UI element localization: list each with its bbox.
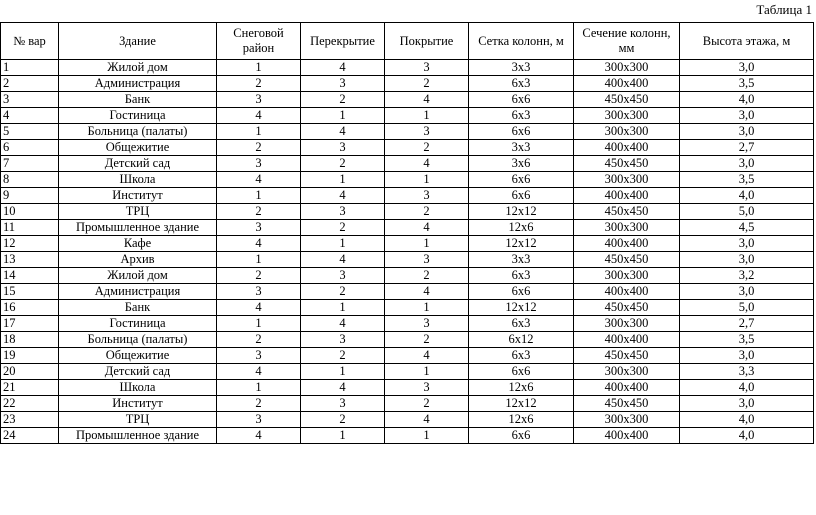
cell-building: Кафе xyxy=(59,236,217,252)
cell-floor-height: 4,0 xyxy=(680,188,814,204)
cell-roof-covering: 4 xyxy=(385,92,469,108)
cell-variant-number: 8 xyxy=(1,172,59,188)
cell-snow-region: 1 xyxy=(217,124,301,140)
cell-roof-covering: 1 xyxy=(385,108,469,124)
table-row xyxy=(1,172,814,188)
cell-snow-region: 2 xyxy=(217,268,301,284)
table-row xyxy=(1,188,814,204)
cell-variant-number: 2 xyxy=(1,76,59,92)
cell-variant-number: 19 xyxy=(1,348,59,364)
cell-snow-region: 4 xyxy=(217,108,301,124)
cell-column-section: 400х400 xyxy=(574,76,680,92)
cell-building: Администрация xyxy=(59,284,217,300)
cell-floor-slab: 4 xyxy=(301,188,385,204)
cell-roof-covering: 1 xyxy=(385,236,469,252)
table-row xyxy=(1,428,814,444)
cell-floor-height: 2,7 xyxy=(680,316,814,332)
table-row xyxy=(1,60,814,76)
cell-variant-number: 14 xyxy=(1,268,59,284)
cell-floor-slab: 2 xyxy=(301,412,385,428)
cell-column-section: 300х300 xyxy=(574,220,680,236)
cell-variant-number: 6 xyxy=(1,140,59,156)
cell-column-grid: 6х6 xyxy=(469,428,574,444)
cell-roof-covering: 4 xyxy=(385,220,469,236)
cell-floor-slab: 1 xyxy=(301,364,385,380)
cell-column-grid: 12х12 xyxy=(469,236,574,252)
cell-floor-slab: 1 xyxy=(301,428,385,444)
cell-column-grid: 6х6 xyxy=(469,172,574,188)
cell-roof-covering: 2 xyxy=(385,332,469,348)
cell-roof-covering: 1 xyxy=(385,364,469,380)
header-column-grid: Сетка колонн, м xyxy=(469,23,574,60)
cell-floor-height: 4,0 xyxy=(680,92,814,108)
cell-variant-number: 20 xyxy=(1,364,59,380)
cell-variant-number: 4 xyxy=(1,108,59,124)
cell-floor-height: 3,5 xyxy=(680,332,814,348)
table-row xyxy=(1,204,814,220)
cell-floor-height: 4,5 xyxy=(680,220,814,236)
cell-snow-region: 1 xyxy=(217,60,301,76)
cell-variant-number: 3 xyxy=(1,92,59,108)
table-row xyxy=(1,108,814,124)
cell-column-section: 450х450 xyxy=(574,204,680,220)
cell-building: Школа xyxy=(59,172,217,188)
cell-column-section: 450х450 xyxy=(574,396,680,412)
cell-snow-region: 3 xyxy=(217,220,301,236)
cell-variant-number: 5 xyxy=(1,124,59,140)
cell-column-section: 400х400 xyxy=(574,428,680,444)
cell-floor-slab: 3 xyxy=(301,140,385,156)
cell-roof-covering: 2 xyxy=(385,396,469,412)
cell-floor-slab: 1 xyxy=(301,172,385,188)
cell-column-grid: 6х3 xyxy=(469,316,574,332)
cell-variant-number: 9 xyxy=(1,188,59,204)
cell-column-grid: 6х6 xyxy=(469,284,574,300)
cell-building: Гостиница xyxy=(59,108,217,124)
table-row xyxy=(1,268,814,284)
header-floor-slab: Перекрытие xyxy=(301,23,385,60)
cell-floor-height: 3,0 xyxy=(680,108,814,124)
cell-snow-region: 2 xyxy=(217,332,301,348)
cell-column-grid: 12х6 xyxy=(469,380,574,396)
cell-roof-covering: 1 xyxy=(385,172,469,188)
cell-variant-number: 23 xyxy=(1,412,59,428)
cell-building: Больница (палаты) xyxy=(59,124,217,140)
cell-floor-height: 4,0 xyxy=(680,380,814,396)
cell-column-section: 300х300 xyxy=(574,60,680,76)
cell-roof-covering: 4 xyxy=(385,284,469,300)
table-row xyxy=(1,76,814,92)
cell-floor-height: 4,0 xyxy=(680,428,814,444)
cell-column-section: 400х400 xyxy=(574,284,680,300)
header-snow-region: Снеговой район xyxy=(217,23,301,60)
cell-column-section: 300х300 xyxy=(574,268,680,284)
table-caption: Таблица 1 xyxy=(756,2,812,17)
cell-building: Институт xyxy=(59,188,217,204)
cell-column-grid: 6х6 xyxy=(469,188,574,204)
cell-variant-number: 7 xyxy=(1,156,59,172)
cell-snow-region: 4 xyxy=(217,364,301,380)
cell-floor-slab: 1 xyxy=(301,236,385,252)
cell-snow-region: 1 xyxy=(217,252,301,268)
cell-column-grid: 3х3 xyxy=(469,60,574,76)
cell-column-section: 450х450 xyxy=(574,252,680,268)
cell-variant-number: 11 xyxy=(1,220,59,236)
cell-variant-number: 12 xyxy=(1,236,59,252)
cell-floor-slab: 1 xyxy=(301,108,385,124)
cell-floor-height: 3,0 xyxy=(680,156,814,172)
cell-column-section: 400х400 xyxy=(574,332,680,348)
cell-snow-region: 4 xyxy=(217,300,301,316)
cell-column-section: 300х300 xyxy=(574,316,680,332)
cell-column-section: 450х450 xyxy=(574,92,680,108)
cell-variant-number: 21 xyxy=(1,380,59,396)
cell-floor-height: 3,2 xyxy=(680,268,814,284)
cell-snow-region: 2 xyxy=(217,204,301,220)
variants-table xyxy=(0,22,814,444)
table-row xyxy=(1,252,814,268)
cell-snow-region: 4 xyxy=(217,236,301,252)
cell-roof-covering: 2 xyxy=(385,140,469,156)
cell-snow-region: 1 xyxy=(217,380,301,396)
cell-column-section: 300х300 xyxy=(574,364,680,380)
cell-building: Детский сад xyxy=(59,156,217,172)
table-row xyxy=(1,156,814,172)
cell-column-grid: 6х6 xyxy=(469,364,574,380)
cell-snow-region: 2 xyxy=(217,396,301,412)
header-row xyxy=(1,23,814,60)
cell-building: Общежитие xyxy=(59,348,217,364)
cell-variant-number: 22 xyxy=(1,396,59,412)
table-row xyxy=(1,332,814,348)
cell-floor-height: 3,5 xyxy=(680,172,814,188)
cell-column-grid: 6х3 xyxy=(469,108,574,124)
header-floor-height: Высота этажа, м xyxy=(680,23,814,60)
cell-building: Больница (палаты) xyxy=(59,332,217,348)
cell-floor-slab: 2 xyxy=(301,348,385,364)
table-row xyxy=(1,140,814,156)
cell-snow-region: 1 xyxy=(217,188,301,204)
cell-building: Гостиница xyxy=(59,316,217,332)
cell-variant-number: 13 xyxy=(1,252,59,268)
cell-column-grid: 12х6 xyxy=(469,220,574,236)
cell-building: Архив xyxy=(59,252,217,268)
cell-variant-number: 24 xyxy=(1,428,59,444)
cell-column-grid: 12х6 xyxy=(469,412,574,428)
cell-floor-height: 3,0 xyxy=(680,236,814,252)
cell-roof-covering: 2 xyxy=(385,76,469,92)
cell-floor-slab: 2 xyxy=(301,220,385,236)
cell-snow-region: 3 xyxy=(217,92,301,108)
cell-floor-slab: 2 xyxy=(301,284,385,300)
cell-roof-covering: 4 xyxy=(385,156,469,172)
cell-building: Банк xyxy=(59,92,217,108)
table-row xyxy=(1,380,814,396)
cell-floor-height: 3,0 xyxy=(680,252,814,268)
cell-column-section: 300х300 xyxy=(574,172,680,188)
table-row xyxy=(1,92,814,108)
cell-floor-height: 3,0 xyxy=(680,124,814,140)
cell-roof-covering: 2 xyxy=(385,268,469,284)
cell-floor-slab: 4 xyxy=(301,380,385,396)
cell-floor-slab: 2 xyxy=(301,156,385,172)
cell-floor-height: 3,0 xyxy=(680,284,814,300)
cell-floor-height: 3,0 xyxy=(680,396,814,412)
cell-column-grid: 6х3 xyxy=(469,76,574,92)
cell-column-grid: 6х6 xyxy=(469,92,574,108)
cell-floor-slab: 4 xyxy=(301,252,385,268)
cell-column-section: 400х400 xyxy=(574,140,680,156)
cell-floor-slab: 3 xyxy=(301,396,385,412)
table-row xyxy=(1,284,814,300)
cell-column-grid: 3х3 xyxy=(469,140,574,156)
cell-floor-slab: 3 xyxy=(301,204,385,220)
cell-building: Администрация xyxy=(59,76,217,92)
header-building: Здание xyxy=(59,23,217,60)
table-row xyxy=(1,220,814,236)
table-row xyxy=(1,300,814,316)
cell-building: Промышленное здание xyxy=(59,220,217,236)
cell-building: Жилой дом xyxy=(59,268,217,284)
cell-column-section: 450х450 xyxy=(574,156,680,172)
cell-column-grid: 6х3 xyxy=(469,268,574,284)
cell-floor-slab: 4 xyxy=(301,124,385,140)
cell-building: Общежитие xyxy=(59,140,217,156)
header-variant-number: № вар xyxy=(1,23,59,60)
cell-roof-covering: 3 xyxy=(385,380,469,396)
cell-column-section: 450х450 xyxy=(574,348,680,364)
header-column-section: Сечение колонн, мм xyxy=(574,23,680,60)
table-row xyxy=(1,316,814,332)
cell-floor-height: 3,0 xyxy=(680,348,814,364)
table-row xyxy=(1,348,814,364)
cell-floor-height: 5,0 xyxy=(680,204,814,220)
cell-floor-slab: 2 xyxy=(301,92,385,108)
cell-building: Детский сад xyxy=(59,364,217,380)
cell-floor-height: 2,7 xyxy=(680,140,814,156)
table-row xyxy=(1,364,814,380)
cell-snow-region: 4 xyxy=(217,428,301,444)
cell-snow-region: 3 xyxy=(217,412,301,428)
cell-column-section: 300х300 xyxy=(574,412,680,428)
cell-snow-region: 2 xyxy=(217,140,301,156)
cell-column-section: 400х400 xyxy=(574,236,680,252)
cell-roof-covering: 1 xyxy=(385,300,469,316)
cell-building: Банк xyxy=(59,300,217,316)
cell-column-grid: 3х6 xyxy=(469,156,574,172)
cell-column-grid: 6х3 xyxy=(469,348,574,364)
cell-snow-region: 4 xyxy=(217,172,301,188)
cell-snow-region: 3 xyxy=(217,348,301,364)
cell-floor-height: 3,5 xyxy=(680,76,814,92)
cell-building: ТРЦ xyxy=(59,412,217,428)
cell-floor-height: 4,0 xyxy=(680,412,814,428)
cell-roof-covering: 4 xyxy=(385,412,469,428)
cell-snow-region: 3 xyxy=(217,284,301,300)
cell-building: ТРЦ xyxy=(59,204,217,220)
cell-floor-height: 3,3 xyxy=(680,364,814,380)
cell-snow-region: 1 xyxy=(217,316,301,332)
cell-building: Институт xyxy=(59,396,217,412)
cell-roof-covering: 4 xyxy=(385,348,469,364)
table-row xyxy=(1,236,814,252)
cell-roof-covering: 3 xyxy=(385,60,469,76)
cell-floor-slab: 3 xyxy=(301,268,385,284)
cell-building: Промышленное здание xyxy=(59,428,217,444)
cell-building: Школа xyxy=(59,380,217,396)
cell-column-grid: 12х12 xyxy=(469,204,574,220)
cell-variant-number: 15 xyxy=(1,284,59,300)
cell-column-grid: 12х12 xyxy=(469,396,574,412)
cell-roof-covering: 3 xyxy=(385,316,469,332)
cell-column-section: 400х400 xyxy=(574,188,680,204)
cell-column-section: 300х300 xyxy=(574,124,680,140)
header-roof-covering: Покрытие xyxy=(385,23,469,60)
cell-floor-slab: 4 xyxy=(301,60,385,76)
cell-column-section: 400х400 xyxy=(574,380,680,396)
cell-roof-covering: 2 xyxy=(385,204,469,220)
cell-variant-number: 1 xyxy=(1,60,59,76)
cell-column-grid: 12х12 xyxy=(469,300,574,316)
cell-floor-slab: 1 xyxy=(301,300,385,316)
cell-floor-height: 3,0 xyxy=(680,60,814,76)
cell-variant-number: 10 xyxy=(1,204,59,220)
cell-floor-slab: 3 xyxy=(301,332,385,348)
cell-variant-number: 18 xyxy=(1,332,59,348)
cell-column-section: 300х300 xyxy=(574,108,680,124)
cell-building: Жилой дом xyxy=(59,60,217,76)
cell-floor-height: 5,0 xyxy=(680,300,814,316)
table-row xyxy=(1,124,814,140)
cell-floor-slab: 4 xyxy=(301,316,385,332)
cell-snow-region: 3 xyxy=(217,156,301,172)
cell-variant-number: 17 xyxy=(1,316,59,332)
table-row xyxy=(1,412,814,428)
cell-column-section: 450х450 xyxy=(574,300,680,316)
cell-variant-number: 16 xyxy=(1,300,59,316)
cell-roof-covering: 3 xyxy=(385,252,469,268)
cell-roof-covering: 1 xyxy=(385,428,469,444)
cell-roof-covering: 3 xyxy=(385,188,469,204)
cell-column-grid: 3х3 xyxy=(469,252,574,268)
cell-snow-region: 2 xyxy=(217,76,301,92)
cell-column-grid: 6х12 xyxy=(469,332,574,348)
cell-roof-covering: 3 xyxy=(385,124,469,140)
table-row xyxy=(1,396,814,412)
cell-column-grid: 6х6 xyxy=(469,124,574,140)
cell-floor-slab: 3 xyxy=(301,76,385,92)
table-body xyxy=(1,60,814,444)
